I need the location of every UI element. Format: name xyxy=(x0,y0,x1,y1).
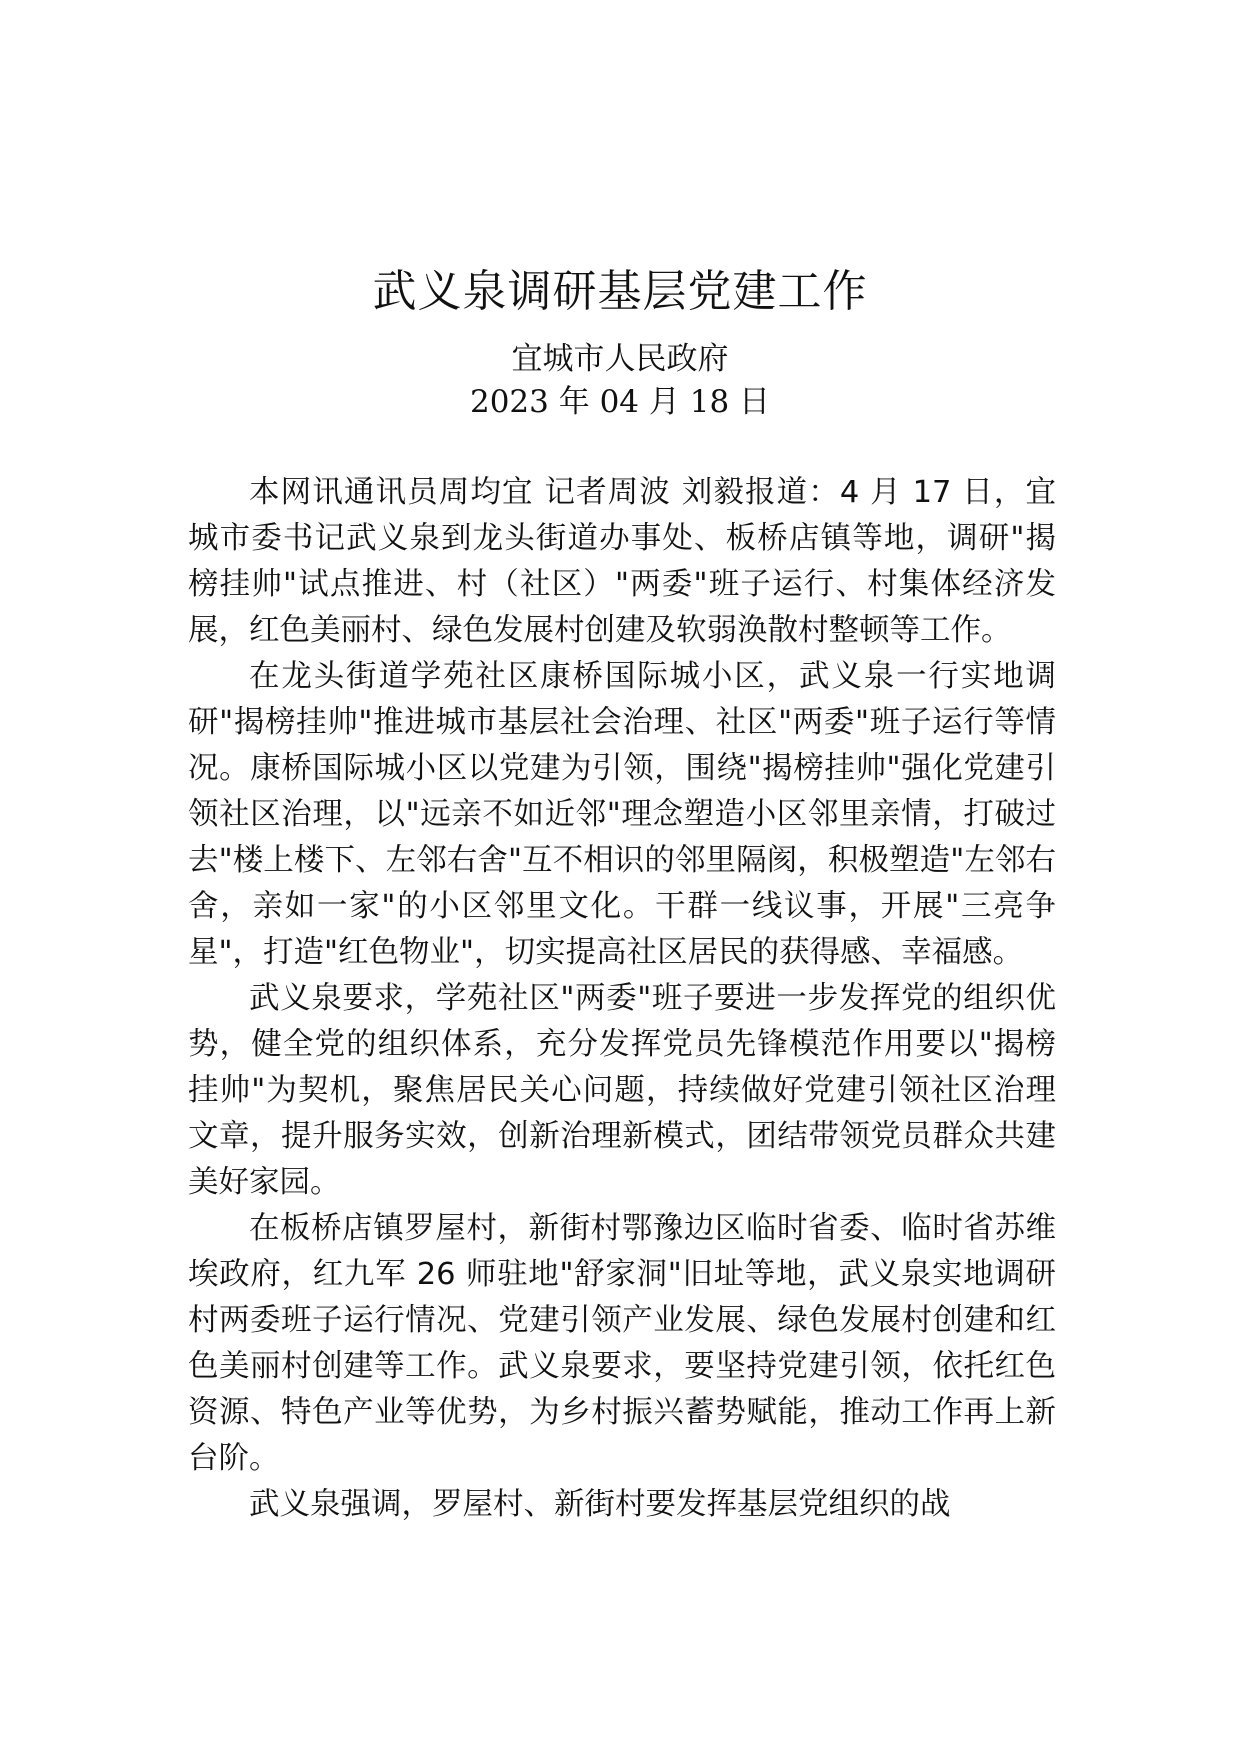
paragraph: 武义泉要求，学苑社区"两委"班子要进一步发挥党的组织优势，健全党的组织体系，充分发挥党员先锋模范作用要以"揭榜挂帅"为契机，聚焦居民关心问题，持续做好党建引领社区治理文章，提升服务实效，创新治理新模式，团结带领党员群众共建美好家园。 xyxy=(188,981,1056,1200)
article-body xyxy=(188,470,1056,1528)
paragraph: 在板桥店镇罗屋村，新街村鄂豫边区临时省委、临时省苏维埃政府，红九军 26 师驻地"舒家洞"旧址等地，武义泉实地调研村两委班子运行情况、党建引领产业发展、绿色发展村创建和红色美丽村创建等工作。武义泉要求，要坚持党建引领，依托红色资源、特色产业等优势，为乡村振兴蓄势赋能，推动工作再上新台阶。 xyxy=(188,1211,1056,1476)
article-source: 宜城市人民政府 xyxy=(511,341,729,377)
article-title: 武义泉调研基层党建工作 xyxy=(372,266,868,317)
paragraph: 在龙头街道学苑社区康桥国际城小区，武义泉一行实地调研"揭榜挂帅"推进城市基层社会治理、社区"两委"班子运行等情况。康桥国际城小区以党建为引领，围绕"揭榜挂帅"强化党建引领社区治理，以"远亲不如近邻"理念塑造小区邻里亲情，打破过去"楼上楼下、左邻右舍"互不相识的邻里隔阂，积极塑造"左邻右舍，亲如一家"的小区邻里文化。干群一线议事，开展"三亮争星"，打造"红色物业"，切实提高社区居民的获得感、幸福感。 xyxy=(188,659,1056,970)
paragraph: 本网讯通讯员周均宜 记者周波 刘毅报道：4 月 17 日，宜城市委书记武义泉到龙头街道办事处、板桥店镇等地，调研"揭榜挂帅"试点推进、村（社区）"两委"班子运行、村集体经济发展，红色美丽村、绿色发展村创建及软弱涣散村整顿等工作。 xyxy=(188,475,1056,648)
paragraph: 武义泉强调，罗屋村、新街村要发挥基层党组织的战 xyxy=(249,1487,951,1522)
article-date: 2023 年 04 月 18 日 xyxy=(469,384,771,420)
